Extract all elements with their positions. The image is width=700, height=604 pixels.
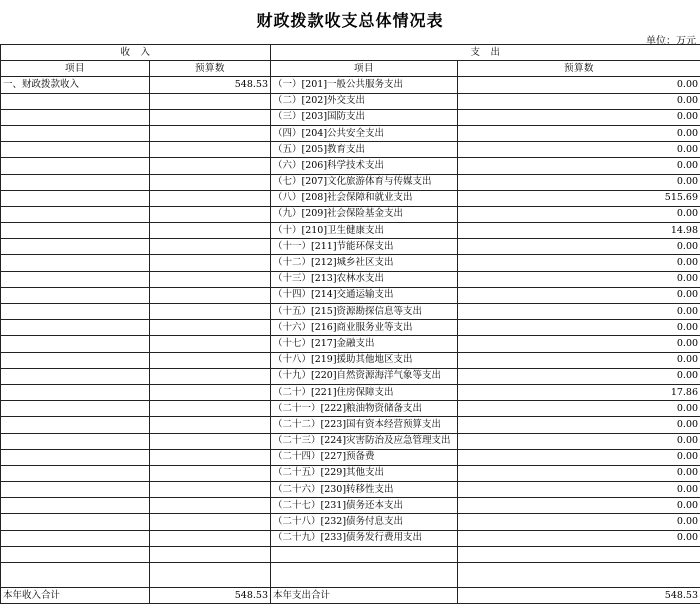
income-item-cell (1, 498, 150, 514)
table-row (1, 417, 700, 433)
income-budget-cell (150, 304, 271, 320)
income-item-cell (1, 174, 150, 190)
expense-item-cell: （二十八）[232]债务付息支出 (271, 514, 458, 530)
income-item-cell (1, 449, 150, 465)
expense-item-header: 项目 (271, 61, 458, 77)
income-budget-cell (150, 336, 271, 352)
expense-item-cell: （九）[209]社会保险基金支出 (271, 206, 458, 222)
income-item-cell (1, 271, 150, 287)
income-budget-cell (150, 125, 271, 141)
table-row (1, 271, 700, 287)
expense-budget-cell: 0.00 (458, 336, 700, 352)
table-row (1, 93, 700, 109)
expense-item-cell: （十九）[220]自然资源海洋气象等支出 (271, 368, 458, 384)
expense-budget-cell: 0.00 (458, 417, 700, 433)
expense-budget-cell: 515.69 (458, 190, 700, 206)
table-row (1, 239, 700, 255)
blank-cell (150, 563, 271, 588)
expense-item-cell: （六）[206]科学技术支出 (271, 158, 458, 174)
expense-item-cell: （三）[203]国防支出 (271, 109, 458, 125)
income-item-cell (1, 320, 150, 336)
expense-budget-cell: 0.00 (458, 352, 700, 368)
expense-budget-header: 预算数 (458, 61, 700, 77)
expense-budget-cell: 0.00 (458, 158, 700, 174)
income-budget-cell (150, 190, 271, 206)
income-item-cell (1, 465, 150, 481)
income-item-cell (1, 352, 150, 368)
expense-item-cell: （十一）[211]节能环保支出 (271, 239, 458, 255)
expense-budget-cell: 0.00 (458, 125, 700, 141)
expense-budget-cell: 17.86 (458, 384, 700, 400)
expense-budget-cell: 0.00 (458, 304, 700, 320)
blank-cell (1, 546, 150, 562)
income-item-cell (1, 158, 150, 174)
page-title: 财政拨款收支总体情况表 (0, 8, 700, 31)
expense-item-cell: （十八）[219]援助其他地区支出 (271, 352, 458, 368)
expense-budget-cell: 0.00 (458, 368, 700, 384)
blank-row (1, 546, 700, 562)
expense-budget-cell: 0.00 (458, 482, 700, 498)
income-item-cell: 一、财政拨款收入 (1, 77, 150, 93)
table-row (1, 304, 700, 320)
income-budget-cell (150, 223, 271, 239)
expense-item-cell: （二十一）[222]粮油物资储备支出 (271, 401, 458, 417)
expense-item-cell: （十）[210]卫生健康支出 (271, 223, 458, 239)
income-budget-cell (150, 530, 271, 546)
income-budget-cell (150, 514, 271, 530)
expense-budget-cell: 0.00 (458, 498, 700, 514)
expense-item-cell: （二十三）[224]灾害防治及应急管理支出 (271, 433, 458, 449)
income-budget-cell (150, 417, 271, 433)
income-budget-cell (150, 449, 271, 465)
income-item-cell (1, 384, 150, 400)
expense-item-cell: （二十五）[229]其他支出 (271, 465, 458, 481)
table-row (1, 287, 700, 303)
table-row (1, 206, 700, 222)
expense-item-cell: （四）[204]公共安全支出 (271, 125, 458, 141)
income-budget-cell (150, 287, 271, 303)
expense-item-cell: （一）[201]一般公共服务支出 (271, 77, 458, 93)
table-row (1, 514, 700, 530)
section-header-row (1, 45, 700, 61)
income-item-cell (1, 433, 150, 449)
income-item-cell (1, 368, 150, 384)
table-row (1, 433, 700, 449)
table-row (1, 482, 700, 498)
expense-budget-cell: 0.00 (458, 530, 700, 546)
table-row (1, 336, 700, 352)
income-section-header: 收 入 (1, 45, 271, 61)
income-item-cell (1, 417, 150, 433)
expense-budget-cell: 0.00 (458, 514, 700, 530)
expense-budget-cell: 0.00 (458, 401, 700, 417)
expense-budget-cell: 0.00 (458, 271, 700, 287)
expense-item-cell: （十三）[213]农林水支出 (271, 271, 458, 287)
income-item-cell (1, 93, 150, 109)
expense-budget-cell: 0.00 (458, 206, 700, 222)
expense-budget-cell: 0.00 (458, 255, 700, 271)
blank-cell (271, 546, 458, 562)
income-item-cell (1, 514, 150, 530)
table-row (1, 174, 700, 190)
expense-budget-cell: 0.00 (458, 465, 700, 481)
expense-budget-cell: 0.00 (458, 287, 700, 303)
expense-item-cell: （二十二）[223]国有资本经营预算支出 (271, 417, 458, 433)
table-row (1, 255, 700, 271)
income-total-value: 548.53 (150, 588, 271, 604)
expense-item-cell: （十六）[216]商业服务业等支出 (271, 320, 458, 336)
table-row (1, 77, 700, 93)
table-row (1, 109, 700, 125)
income-item-cell (1, 482, 150, 498)
table-row (1, 449, 700, 465)
income-item-cell (1, 142, 150, 158)
income-item-cell (1, 255, 150, 271)
expense-budget-cell: 0.00 (458, 433, 700, 449)
income-budget-cell (150, 206, 271, 222)
income-item-cell (1, 530, 150, 546)
expense-budget-cell: 0.00 (458, 174, 700, 190)
blank-cell (458, 546, 700, 562)
income-budget-header: 预算数 (150, 61, 271, 77)
expense-budget-cell: 0.00 (458, 77, 700, 93)
totals-row (1, 588, 700, 604)
income-budget-cell (150, 158, 271, 174)
income-item-cell (1, 223, 150, 239)
income-budget-cell: 548.53 (150, 77, 271, 93)
table-row (1, 142, 700, 158)
income-budget-cell (150, 482, 271, 498)
income-item-cell (1, 206, 150, 222)
unit-label: 单位：万元 (646, 32, 696, 47)
expense-budget-cell: 0.00 (458, 449, 700, 465)
income-item-cell (1, 239, 150, 255)
income-item-cell (1, 401, 150, 417)
expense-budget-cell: 0.00 (458, 239, 700, 255)
income-budget-cell (150, 401, 271, 417)
expense-budget-cell: 0.00 (458, 320, 700, 336)
expense-item-cell: （二十六）[230]转移性支出 (271, 482, 458, 498)
expense-item-cell: （十四）[214]交通运输支出 (271, 287, 458, 303)
table-row (1, 384, 700, 400)
expense-item-cell: （十二）[212]城乡社区支出 (271, 255, 458, 271)
blank-cell (458, 563, 700, 588)
income-item-cell (1, 190, 150, 206)
income-item-cell (1, 125, 150, 141)
expense-budget-cell: 14.98 (458, 223, 700, 239)
expense-item-cell: （十五）[215]资源勘探信息等支出 (271, 304, 458, 320)
blank-cell (271, 563, 458, 588)
income-total-label: 本年收入合计 (1, 588, 150, 604)
column-header-row (1, 61, 700, 77)
income-budget-cell (150, 93, 271, 109)
expense-item-cell: （五）[205]教育支出 (271, 142, 458, 158)
expense-budget-cell: 0.00 (458, 93, 700, 109)
expense-section-header: 支 出 (271, 45, 700, 61)
blank-cell (150, 546, 271, 562)
income-item-header: 项目 (1, 61, 150, 77)
income-budget-cell (150, 142, 271, 158)
income-budget-cell (150, 498, 271, 514)
income-budget-cell (150, 109, 271, 125)
income-item-cell (1, 336, 150, 352)
expense-item-cell: （二十）[221]住房保障支出 (271, 384, 458, 400)
expense-total-label: 本年支出合计 (271, 588, 458, 604)
expense-item-cell: （二十七）[231]债务还本支出 (271, 498, 458, 514)
income-budget-cell (150, 255, 271, 271)
income-budget-cell (150, 368, 271, 384)
expense-budget-cell: 0.00 (458, 142, 700, 158)
expense-total-value: 548.53 (458, 588, 700, 604)
table-row (1, 190, 700, 206)
income-budget-cell (150, 384, 271, 400)
table-row (1, 498, 700, 514)
table-row (1, 320, 700, 336)
income-budget-cell (150, 271, 271, 287)
income-budget-cell (150, 239, 271, 255)
table-row (1, 368, 700, 384)
income-budget-cell (150, 465, 271, 481)
table-row (1, 465, 700, 481)
expense-item-cell: （八）[208]社会保障和就业支出 (271, 190, 458, 206)
income-budget-cell (150, 433, 271, 449)
income-item-cell (1, 109, 150, 125)
table-row (1, 352, 700, 368)
income-budget-cell (150, 174, 271, 190)
expense-item-cell: （十七）[217]金融支出 (271, 336, 458, 352)
expense-item-cell: （二十九）[233]债务发行费用支出 (271, 530, 458, 546)
table-row (1, 401, 700, 417)
blank-row (1, 563, 700, 588)
table-row (1, 223, 700, 239)
expense-item-cell: （二）[202]外交支出 (271, 93, 458, 109)
income-budget-cell (150, 320, 271, 336)
budget-table (0, 44, 700, 604)
blank-cell (1, 563, 150, 588)
income-item-cell (1, 287, 150, 303)
table-row (1, 158, 700, 174)
table-row (1, 530, 700, 546)
expense-budget-cell: 0.00 (458, 109, 700, 125)
income-item-cell (1, 304, 150, 320)
expense-item-cell: （七）[207]文化旅游体育与传媒支出 (271, 174, 458, 190)
expense-item-cell: （二十四）[227]预备费 (271, 449, 458, 465)
table-row (1, 125, 700, 141)
income-budget-cell (150, 352, 271, 368)
